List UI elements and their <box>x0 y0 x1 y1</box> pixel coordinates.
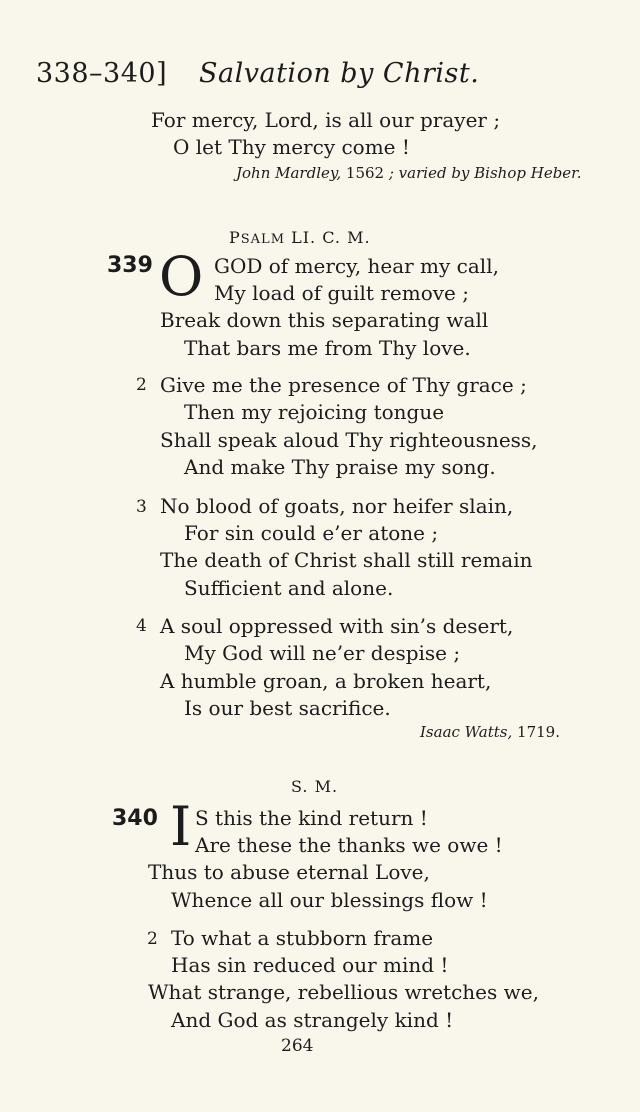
hymn-339-v3-line-4: Sufficient and alone. <box>184 576 394 600</box>
hymn-340-v2-number: 2 <box>147 929 158 949</box>
page-range: 338–340] <box>36 58 168 89</box>
hymn-339-v3-number: 3 <box>136 497 147 517</box>
running-title: Salvation by Christ. <box>199 58 480 89</box>
meter-small-caps: SALM <box>240 232 286 247</box>
hymn-339-v4-line-3: A humble groan, a broken heart, <box>160 669 492 693</box>
hymn-339-attribution <box>420 722 560 742</box>
hymn-339-v4-line-1: A soul oppressed with sin’s desert, <box>160 614 514 638</box>
attribution-year: 1562 <box>341 164 385 182</box>
intro-attribution <box>236 163 581 183</box>
hymn-339-v4-line-2: My God will ne’er despise ; <box>184 641 461 665</box>
attribution-author: John Mardley, <box>236 164 342 182</box>
hymn-339-meter <box>229 228 371 247</box>
hymn-339-v2-line-3: Shall speak aloud Thy righteousness, <box>160 428 538 452</box>
intro-line-2: O let Thy mercy come ! <box>173 135 410 159</box>
hymn-340-v1-line-4: Whence all our blessings flow ! <box>171 888 488 912</box>
hymn-339-v1-line-2: My load of guilt remove ; <box>214 281 469 305</box>
hymn-339-v2-line-2: Then my rejoicing tongue <box>184 400 445 424</box>
intro-line-1: For mercy, Lord, is all our prayer ; <box>151 108 501 132</box>
hymn-339-v1-line-4: That bars me from Thy love. <box>184 336 471 360</box>
hymn-340-v1-line-1: S this the kind return ! <box>195 806 428 830</box>
hymn-339-v3-line-2: For sin could e’er atone ; <box>184 521 439 545</box>
hymn-340-v2-line-2: Has sin reduced our mind ! <box>171 953 449 977</box>
hymn-340-dropcap: I <box>170 795 192 858</box>
hymn-339-v1-line-1: GOD of mercy, hear my call, <box>214 254 499 278</box>
attribution-year: 1719. <box>512 723 560 741</box>
running-header <box>36 58 616 94</box>
hymn-339-v4-number: 4 <box>136 616 147 636</box>
hymn-339-v1-line-3: Break down this separating wall <box>160 308 489 332</box>
hymn-339-v3-line-3: The death of Christ shall still remain <box>160 548 533 572</box>
page-number: 264 <box>281 1036 314 1056</box>
hymn-339-v2-number: 2 <box>136 375 147 395</box>
meter-initial: P <box>229 228 241 247</box>
hymn-339-v3-line-1: No blood of goats, nor heifer slain, <box>160 494 514 518</box>
hymn-339-v2-line-1: Give me the presence of Thy grace ; <box>160 373 527 397</box>
hymn-340-v1-line-3: Thus to abuse eternal Love, <box>148 860 430 884</box>
hymn-340-v2-line-4: And God as strangely kind ! <box>171 1008 454 1032</box>
hymn-340-v1-line-2: Are these the thanks we owe ! <box>195 833 503 857</box>
hymn-340-v2-line-1: To what a stubborn frame <box>171 926 434 950</box>
hymn-339-v2-line-4: And make Thy praise my song. <box>184 455 496 479</box>
attribution-author: Isaac Watts, <box>420 723 513 741</box>
hymn-339-dropcap: O <box>159 245 204 308</box>
hymn-340-meter: S. M. <box>291 777 339 796</box>
hymn-340-number: 340 <box>112 806 158 831</box>
attribution-rest: ; varied by Bishop Heber. <box>384 164 582 182</box>
meter-rest: LI. C. M. <box>285 228 371 247</box>
hymn-340-v2-line-3: What strange, rebellious wretches we, <box>148 980 539 1004</box>
hymn-339-v4-line-4: Is our best sacrifice. <box>184 696 391 720</box>
hymn-339-number: 339 <box>107 253 153 278</box>
